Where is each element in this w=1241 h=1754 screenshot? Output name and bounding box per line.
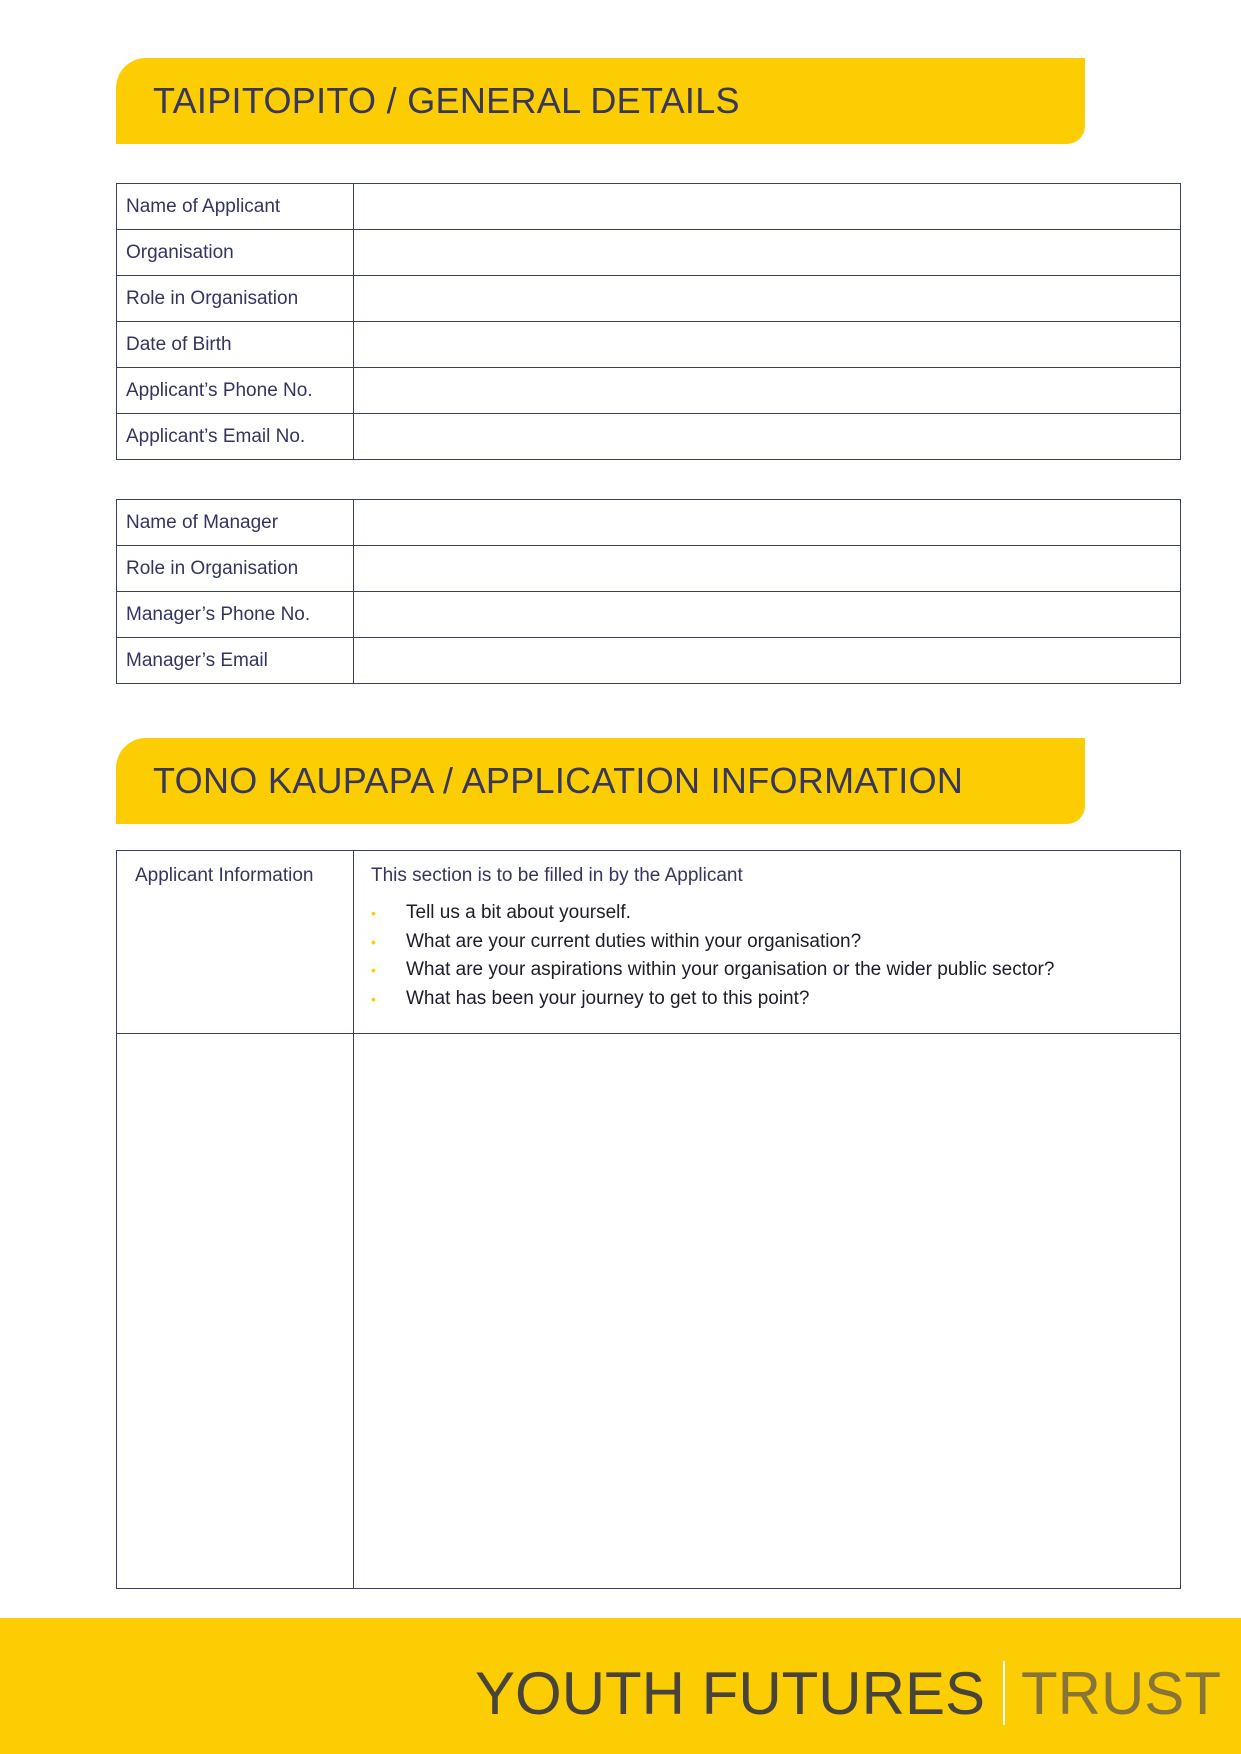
applicant-answer-field[interactable] — [354, 1034, 1181, 1589]
field-label: Date of Birth — [117, 322, 354, 368]
table-row — [117, 276, 1181, 322]
table-row — [117, 1034, 1181, 1589]
instructions-cell — [354, 851, 1181, 1034]
field-label: Organisation — [117, 230, 354, 276]
youth-futures-trust-logo — [475, 1658, 1221, 1728]
manager-role-field[interactable] — [354, 546, 1181, 592]
field-label: Role in Organisation — [117, 276, 354, 322]
bullet-icon: • — [371, 933, 376, 950]
applicant-information-label: Applicant Information — [117, 851, 354, 1034]
section-banner-general-details — [116, 58, 1085, 144]
question-text: Tell us a bit about yourself. — [406, 902, 631, 923]
table-row — [117, 592, 1181, 638]
logo-main-text: YOUTH FUTURES — [475, 1659, 985, 1727]
date-of-birth-field[interactable] — [354, 322, 1181, 368]
table-row — [117, 322, 1181, 368]
table-row — [117, 851, 1181, 1034]
applicant-phone-field[interactable] — [354, 368, 1181, 414]
bullet-icon: • — [371, 905, 376, 921]
section-title: TAIPITOPITO / GENERAL DETAILS — [153, 80, 740, 121]
question-text: What are your aspirations within your organisation or the wider public sector? — [406, 959, 1055, 980]
applicant-email-field[interactable] — [354, 414, 1181, 460]
instructions-intro: This section is to be filled in by the Applicant — [371, 865, 743, 886]
organisation-field[interactable] — [354, 230, 1181, 276]
logo-sub-text: TRUST — [1021, 1659, 1221, 1727]
table-row — [117, 184, 1181, 230]
section-banner-application-information — [116, 738, 1085, 824]
answer-label-cell — [117, 1034, 354, 1589]
question-text: What has been your journey to get to this point? — [406, 987, 810, 1009]
field-label: Applicant’s Phone No. — [117, 368, 354, 414]
logo-divider — [1003, 1661, 1005, 1725]
manager-phone-field[interactable] — [354, 592, 1181, 638]
field-label: Name of Applicant — [117, 184, 354, 230]
manager-name-field[interactable] — [354, 500, 1181, 546]
section-title: TONO KAUPAPA / APPLICATION INFORMATION — [153, 760, 964, 801]
list-item — [371, 928, 1163, 957]
list-item — [371, 985, 1163, 1014]
manager-email-field[interactable] — [354, 638, 1181, 684]
list-item — [371, 956, 1163, 985]
bullet-icon: • — [371, 962, 376, 978]
manager-details-table — [116, 499, 1181, 684]
list-item — [371, 899, 1163, 928]
footer-bar — [0, 1618, 1241, 1754]
table-row — [117, 230, 1181, 276]
applicant-role-field[interactable] — [354, 276, 1181, 322]
field-label: Name of Manager — [117, 500, 354, 546]
applicant-name-field[interactable] — [354, 184, 1181, 230]
application-info-table — [116, 850, 1181, 1589]
table-row — [117, 414, 1181, 460]
bullet-icon: • — [371, 990, 376, 1007]
field-label: Applicant’s Email No. — [117, 414, 354, 460]
question-text: What are your current duties within your organisation? — [406, 930, 862, 952]
field-label: Role in Organisation — [117, 546, 354, 592]
table-row — [117, 500, 1181, 546]
applicant-details-table — [116, 183, 1181, 460]
table-row — [117, 546, 1181, 592]
question-list — [371, 899, 1163, 1013]
field-label: Manager’s Phone No. — [117, 592, 354, 638]
table-row — [117, 368, 1181, 414]
field-label: Manager’s Email — [117, 638, 354, 684]
table-row — [117, 638, 1181, 684]
